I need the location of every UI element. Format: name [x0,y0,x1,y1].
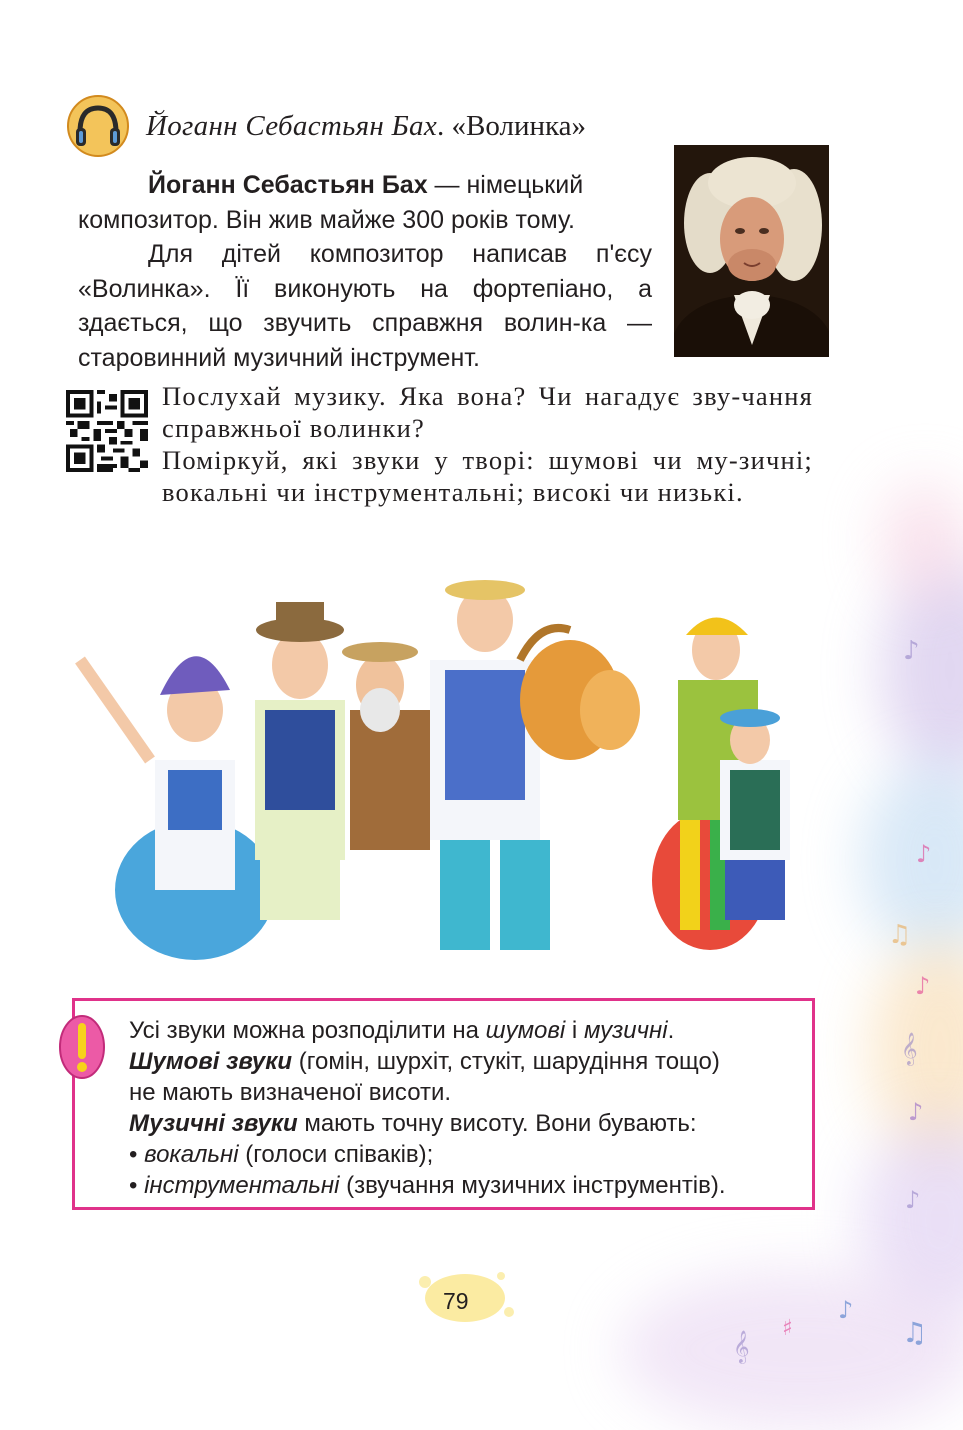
intro-composer-bold: Йоганн Себастьян Бах [148,171,428,199]
qr-code-icon[interactable] [66,390,148,472]
listening-tasks [162,380,813,508]
figure-boy [720,709,790,920]
work-title: «Волинка» [451,110,587,142]
intro-paragraph-2: Для дітей композитор написав п'єсу «Волинка». Її виконують на фортепіано, а здається, що звучить справжня волин-ка — старовинний музичний інструмент. [78,240,652,372]
rule-box [72,998,815,1210]
task-listen: Послухай музику. Яка вона? Чи нагадує зву-чання справжньої волинки? [162,381,813,443]
title-separator: . [437,110,452,142]
rule-l1-c: і [565,1017,584,1044]
rule-l1-a: Усі звуки можна розподілити на [129,1017,486,1044]
rule-text [129,1015,809,1201]
rule-l4-rest: мають точну висоту. Вони бувають: [297,1110,697,1137]
rule-line-2 [129,1046,809,1077]
rule-line-1 [129,1015,809,1046]
figure-old-man [342,642,430,850]
bullet-instrumental-rest: (звучання музичних інструментів). [339,1172,726,1199]
intro-line-2: композитор. Він жив майже 300 років тому. [78,205,575,234]
rule-line-3: не мають визначеної висоти. [129,1079,452,1106]
figure-man-vest [255,602,345,920]
intro-line1-rest: — німецький [427,171,584,199]
bagpipe-dancers-illustration [60,560,830,960]
term-musical: музичні [583,1017,668,1044]
figure-bagpiper [430,580,640,950]
bullet-vocal [129,1139,809,1170]
bullet-vocal-rest: (голоси співаків); [238,1141,434,1168]
term-noise: шумові [485,1017,566,1044]
rule-l2-rest: (гомін, шурхіт, стукіт, шарудіння тощо) [292,1048,720,1075]
musical-sounds-bold: Музичні звуки [129,1110,298,1137]
intro-line-1 [78,168,652,203]
composer-intro [78,168,652,375]
rule-line-4 [129,1108,809,1139]
piece-title [146,108,586,144]
term-instrumental: інструментальні [144,1172,340,1199]
task-think: Поміркуй, які звуки у творі: шумові чи му-зичні; вокальні чи інструментальні; високі чи низькі. [162,445,813,507]
bullet-instrumental [129,1170,809,1201]
bullet-mark: • [129,1141,138,1168]
page-number: 79 [443,1288,469,1314]
exclamation-icon [59,1013,105,1079]
noise-sounds-bold: Шумові звуки [129,1048,293,1075]
rule-l1-e: . [667,1017,675,1044]
bach-portrait [674,145,829,357]
bullet-mark: • [129,1172,138,1199]
headphones-icon [66,94,130,158]
composer-name: Йоганн Себастьян Бах [146,110,438,142]
figure-woman-blue [80,656,275,960]
term-vocal: вокальні [144,1141,239,1168]
